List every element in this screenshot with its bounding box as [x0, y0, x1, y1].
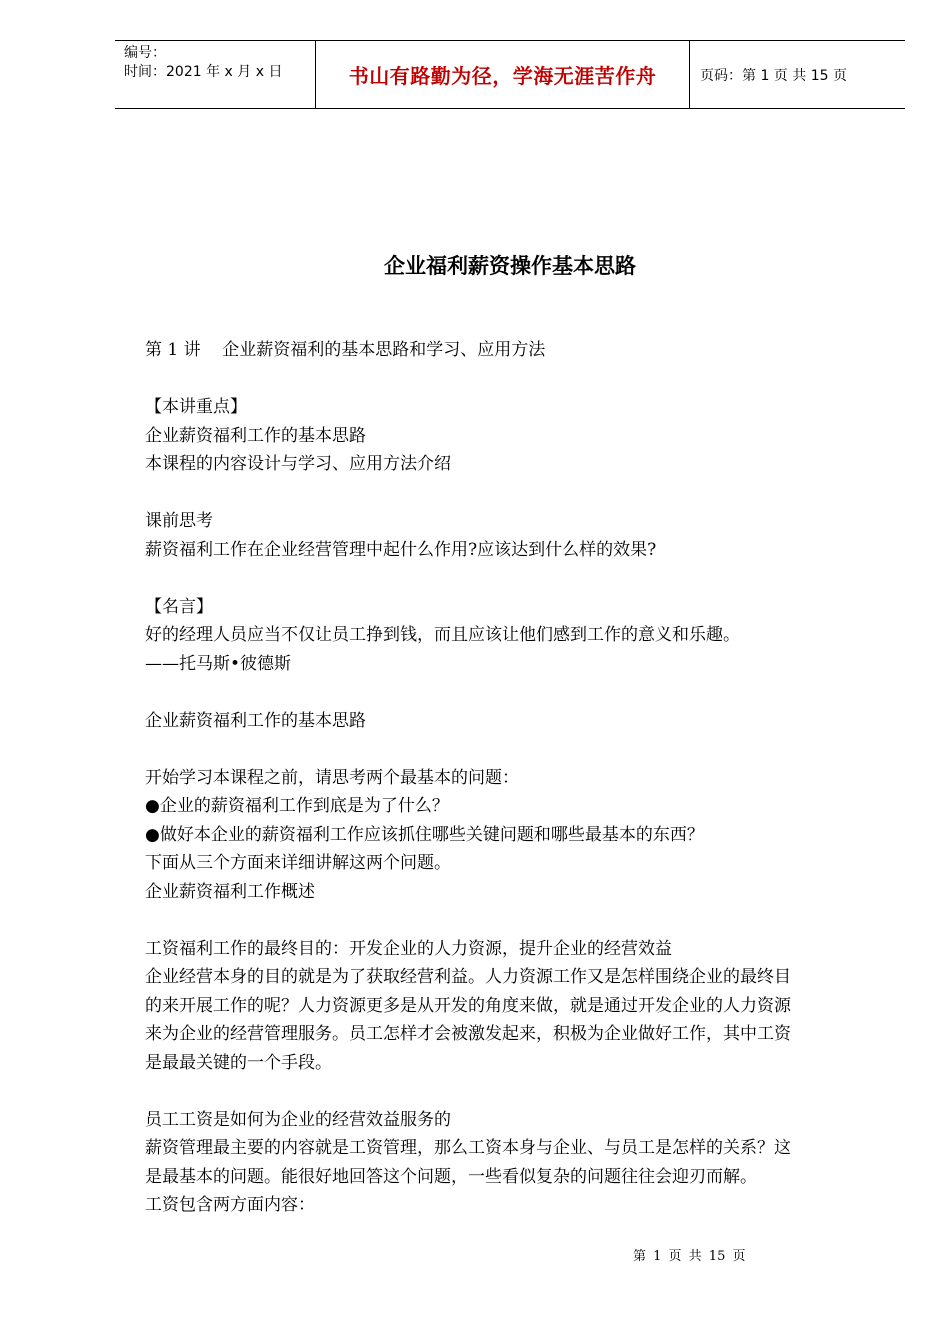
page-header [115, 40, 905, 109]
time-label: 时间：2021 年 x 月 x 日 [124, 64, 283, 80]
focus-item: 企业薪资福利工作的基本思路 [145, 425, 366, 446]
bullet-item: ●企业的薪资福利工作到底是为了什么？ [145, 796, 449, 816]
page-number-label: 页码：第 1 页 共 15 页 [700, 67, 847, 84]
intro-text: 开始学习本课程之前，请思考两个最基本的问题： [145, 767, 519, 788]
think-text: 薪资福利工作在企业经营管理中起什么作用?应该达到什么样的效果? [145, 539, 657, 560]
document-body [145, 336, 875, 1220]
goal-paragraph-line: 来为企业的经营管理服务。员工怎样才会被激发起来，积极为企业做好工作，其中工资 [145, 1024, 791, 1044]
focus-item: 本课程的内容设计与学习、应用方法介绍 [145, 454, 451, 474]
focus-heading: 【本讲重点】 [145, 397, 247, 417]
page-footer: 第 1 页 共 15 页 [633, 1249, 746, 1264]
header-page-cell [690, 41, 905, 108]
quote-text: 好的经理人员应当不仅让员工挣到钱，而且应该让他们感到工作的意义和乐趣。 [145, 625, 740, 645]
goal-heading: 工资福利工作的最终目的：开发企业的人力资源，提升企业的经营效益 [145, 938, 672, 959]
bullet-item: ●做好本企业的薪资福利工作应该抓住哪些关键问题和哪些最基本的东西？ [145, 824, 704, 845]
goal-paragraph-line: 企业经营本身的目的就是为了获取经营利益。人力资源工作又是怎样围绕企业的最终目 [145, 967, 791, 987]
header-motto-cell [316, 41, 690, 108]
lecture-heading: 第 1 讲 企业薪资福利的基本思路和学习、应用方法 [145, 340, 546, 360]
document-title: 企业福利薪资操作基本思路 [384, 254, 636, 278]
wage-paragraph-line: 是最基本的问题。能很好地回答这个问题，一些看似复杂的问题往往会迎刃而解。 [145, 1166, 757, 1187]
goal-paragraph-line: 的来开展工作的呢？人力资源更多是从开发的角度来做，就是通过开发企业的人力资源 [145, 995, 791, 1016]
quote-heading: 【名言】 [145, 596, 213, 617]
header-meta [115, 41, 316, 108]
section-heading: 企业薪资福利工作的基本思路 [145, 710, 366, 731]
wage-paragraph-line: 薪资管理最主要的内容就是工资管理，那么工资本身与企业、与员工是怎样的关系？这 [145, 1138, 791, 1158]
motto: 书山有路勤为径，学海无涯苦作舟 [348, 64, 657, 88]
goal-paragraph-line: 是最最关键的一个手段。 [145, 1052, 332, 1073]
number-label: 编号： [124, 45, 166, 61]
quote-author: ——托马斯•彼德斯 [145, 653, 292, 674]
wage-contains: 工资包含两方面内容： [145, 1195, 315, 1215]
think-heading: 课前思考 [145, 511, 213, 531]
explain-text: 下面从三个方面来详细讲解这两个问题。 [145, 853, 451, 873]
overview-heading: 企业薪资福利工作概述 [145, 881, 315, 902]
wage-heading: 员工工资是如何为企业的经营效益服务的 [145, 1109, 451, 1130]
